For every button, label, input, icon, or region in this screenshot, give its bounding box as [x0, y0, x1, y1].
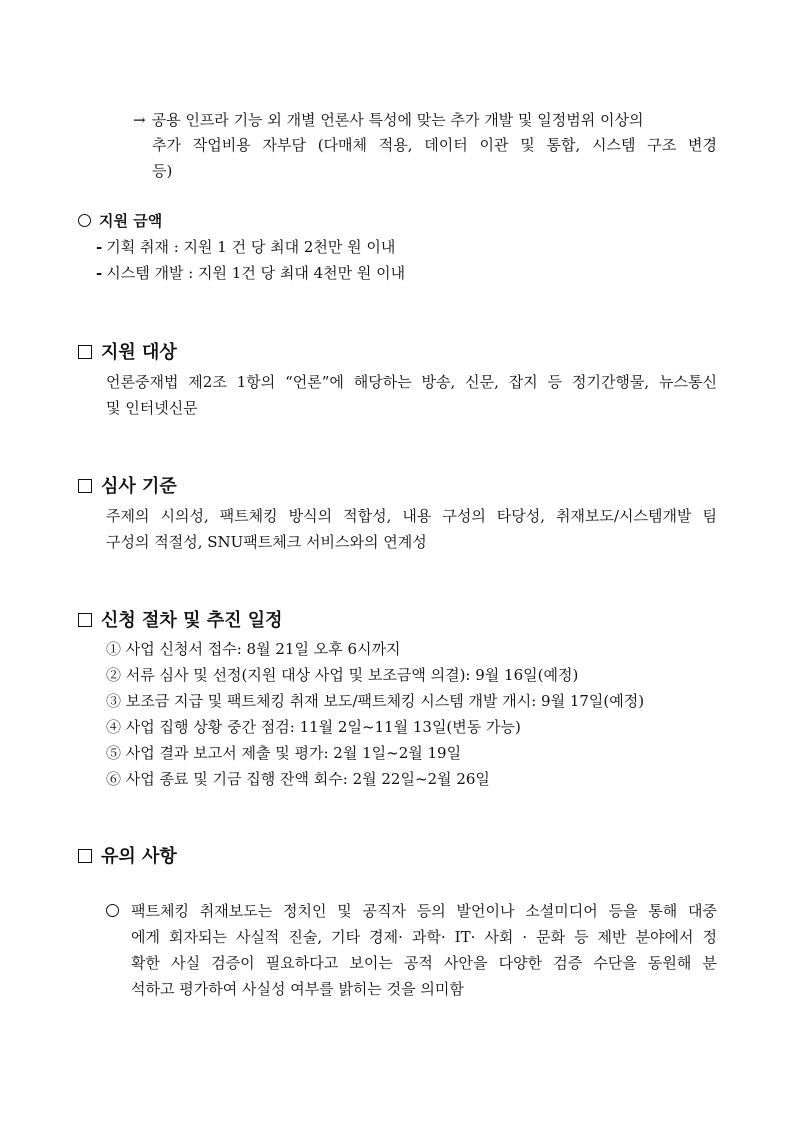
notes-bullet — [106, 898, 127, 924]
schedule-item-6: ⑥ 사업 종료 및 기금 집행 잔액 회수: 2월 22일~2월 26일 — [106, 770, 490, 788]
arrow-icon: → — [133, 111, 146, 129]
criteria-line-1: 주제의 시의성, 팩트체킹 방식의 적합성, 내용 구성의 타당성, 취재보도/시스템개발 팀 — [106, 507, 717, 525]
dash-bullet-icon: - — [96, 264, 103, 282]
notes-line-4: 석하고 평가하여 사실성 여부를 밝히는 것을 의미함 — [131, 980, 464, 998]
dash-bullet-icon: - — [96, 238, 103, 256]
intro-note-line-1: → 공용 인프라 기능 외 개별 언론사 특성에 맞는 추가 개발 및 일정범위 이상의 — [133, 111, 644, 129]
intro-note-line-2: 추가 작업비용 자부담 (다매체 적용, 데이터 이관 및 통합, 시스템 구조 변경 — [152, 136, 717, 154]
notes-line-3: 확한 사실 검증이 필요하다고 보이는 공적 사안을 다양한 검증 수단을 동원해 분 — [131, 954, 717, 972]
checkbox-square-icon — [78, 479, 92, 493]
schedule-item-3: ③ 보조금 지급 및 팩트체킹 취재 보도/팩트체킹 시스템 개발 개시: 9월 17일(예정) — [106, 692, 645, 710]
eligibility-line-1: 언론중재법 제2조 1항의 “언론”에 해당하는 방송, 신문, 잡지 등 정기간행물, 뉴스통신 — [106, 373, 717, 391]
checkbox-square-icon — [78, 345, 92, 359]
schedule-item-5: ⑤ 사업 결과 보고서 제출 및 평가: 2월 1일~2월 19일 — [106, 744, 462, 762]
criteria-line-2: 구성의 적절성, SNU팩트체크 서비스와의 연계성 — [106, 533, 427, 551]
eligibility-line-2: 및 인터넷신문 — [106, 399, 198, 417]
funding-item-2: - 시스템 개발 : 지원 1건 당 최대 4천만 원 이내 — [96, 264, 406, 282]
funding-item-1: - 기획 취재 : 지원 1 건 당 최대 2천만 원 이내 — [96, 238, 396, 256]
schedule-heading: 신청 절차 및 추진 일정 — [78, 608, 283, 634]
schedule-item-4: ④ 사업 집행 상황 중간 점검: 11월 2일~11월 13일(변동 가능) — [106, 718, 521, 736]
eligibility-heading: 지원 대상 — [78, 340, 177, 366]
notes-heading: 유의 사항 — [78, 844, 177, 870]
schedule-item-2: ② 서류 심사 및 선정(지원 대상 사업 및 보조금액 의결): 9월 16일(예정) — [106, 666, 579, 684]
intro-note-line-3: 등) — [152, 162, 173, 180]
schedule-item-1: ① 사업 신청서 접수: 8월 21일 오후 6시까지 — [106, 640, 401, 658]
circle-bullet-icon — [106, 904, 119, 917]
notes-line-1: 팩트체킹 취재보도는 정치인 및 공직자 등의 발언이나 소셜미디어 등을 통해 대중 — [131, 902, 717, 920]
notes-line-2: 에게 회자되는 사실적 진술, 기타 경제· 과학· IT· 사회 · 문화 등 제반 분야에서 정 — [131, 928, 717, 946]
funding-title: 지원 금액 — [78, 208, 162, 234]
checkbox-square-icon — [78, 613, 92, 627]
checkbox-square-icon — [78, 849, 92, 863]
circle-bullet-icon — [78, 214, 91, 227]
criteria-heading: 심사 기준 — [78, 474, 177, 500]
